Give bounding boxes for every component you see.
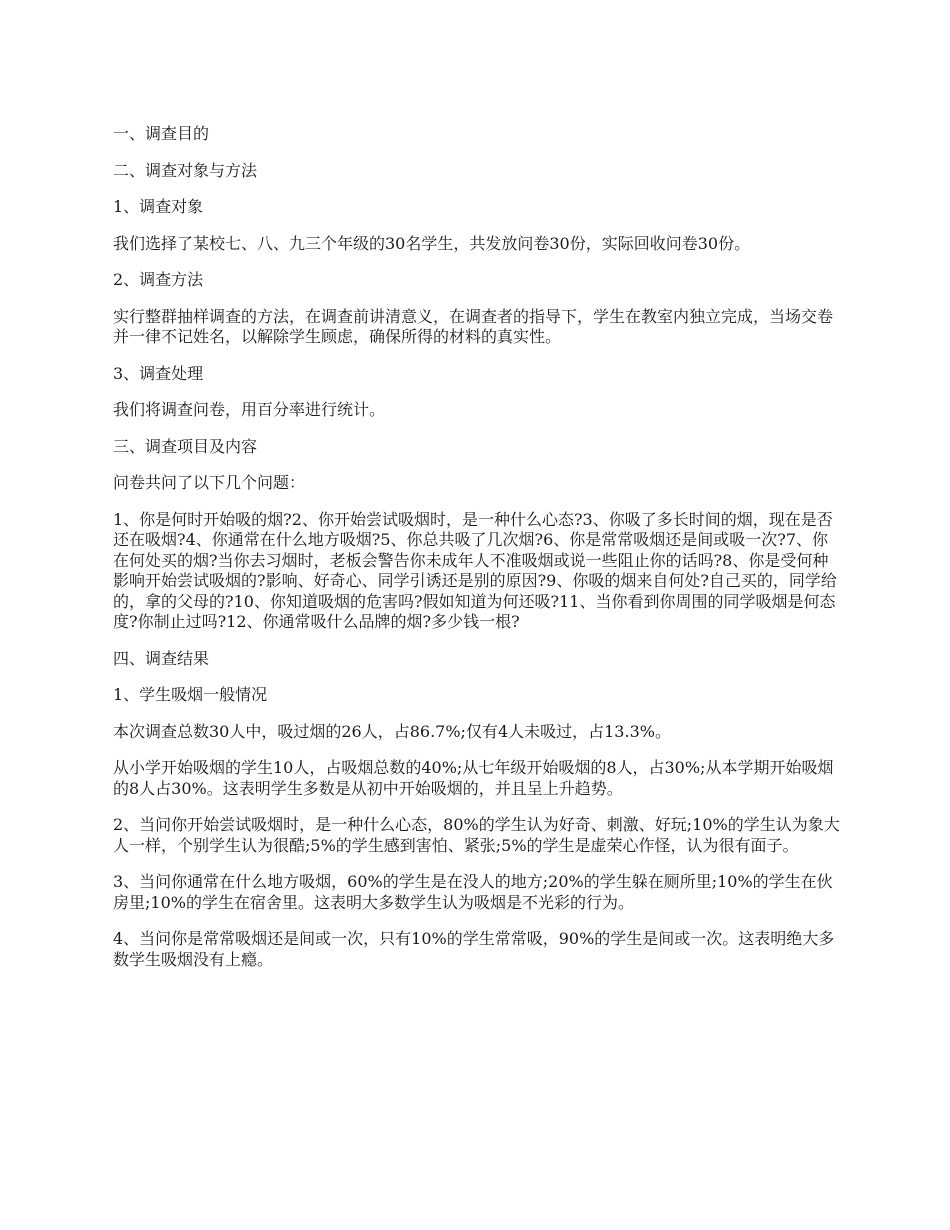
- paragraph-result-frequency: 4、当问你是常常吸烟还是间或一次，只有10%的学生常常吸，90%的学生是间或一次。这表明绝大多数学生吸烟没有上瘾。: [113, 929, 835, 969]
- paragraph-methods: 实行整群抽样调查的方法，在调查前讲清意义，在调查者的指导下，学生在教室内独立完成，当场交卷并一律不记姓名，以解除学生顾虑，确保所得的材料的真实性。: [113, 306, 834, 346]
- subheading-methods: 2、调查方法: [113, 270, 204, 289]
- paragraph-questions-list: 1、你是何时开始吸的烟?2、你开始尝试吸烟时，是一种什么心态?3、你吸了多长时间的烟，现在是否还在吸烟?4、你通常在什么地方吸烟?5、你总共吸了几次烟?6、你是常常吸烟还是间或吸一次?7、你在何处买的烟?当你去习烟时，老板会警告你未成年人不准吸烟或说一些阻止你的话吗?8、你是受何种影响开始尝试吸烟的?影响、好奇心、同学引诱还是别的原因?9、你吸的烟来自何处?自己买的，同学给的，拿的父母的?10、你知道吸烟的危害吗?假如知道为何还吸?11、当你看到你周围的同学吸烟是何态度?你制止过吗?12、你通常吸什么品牌的烟?多少钱一根?: [113, 509, 837, 631]
- paragraph-subjects: 我们选择了某校七、八、九三个年级的30名学生，共发放问卷30份，实际回收问卷30份。: [113, 233, 751, 253]
- paragraph-result-total: 本次调查总数30人中，吸过烟的26人，占86.7%;仅有4人未吸过，占13.3%。: [113, 721, 671, 741]
- heading-subjects-methods: 二、调查对象与方法: [113, 160, 258, 180]
- heading-items-content: 三、调查项目及内容: [113, 436, 258, 456]
- paragraph-processing: 我们将调查问卷，用百分率进行统计。: [113, 400, 386, 419]
- paragraph-questions-intro: 问卷共问了以下几个问题：: [113, 473, 306, 492]
- subheading-processing: 3、调查处理: [113, 363, 204, 383]
- heading-results: 四、调查结果: [113, 648, 210, 668]
- paragraph-result-start-age: 从小学开始吸烟的学生10人，占吸烟总数的40%;从七年级开始吸烟的8人，占30%;从本学期开始吸烟的8人占30%。这表明学生多数是从初中开始吸烟的，并且呈上升趋势。: [113, 758, 834, 798]
- paragraph-result-location: 3、当问你通常在什么地方吸烟，60%的学生是在没人的地方;20%的学生躲在厕所里;10%的学生在伙房里;10%的学生在宿舍里。这表明大多数学生认为吸烟是不光彩的行为。: [113, 872, 833, 912]
- heading-purpose: 一、调查目的: [113, 124, 210, 143]
- paragraph-result-mindset: 2、当问你开始尝试吸烟时，是一种什么心态，80%的学生认为好奇、刺激、好玩;10%的学生认为象大人一样，个别学生认为很酷;5%的学生感到害怕、紧张;5%的学生是虚荣心作怪，认为很有面子。: [113, 815, 840, 855]
- subheading-general-situation: 1、学生吸烟一般情况: [113, 685, 268, 704]
- subheading-subjects: 1、调查对象: [113, 197, 204, 216]
- document-body: [113, 124, 843, 986]
